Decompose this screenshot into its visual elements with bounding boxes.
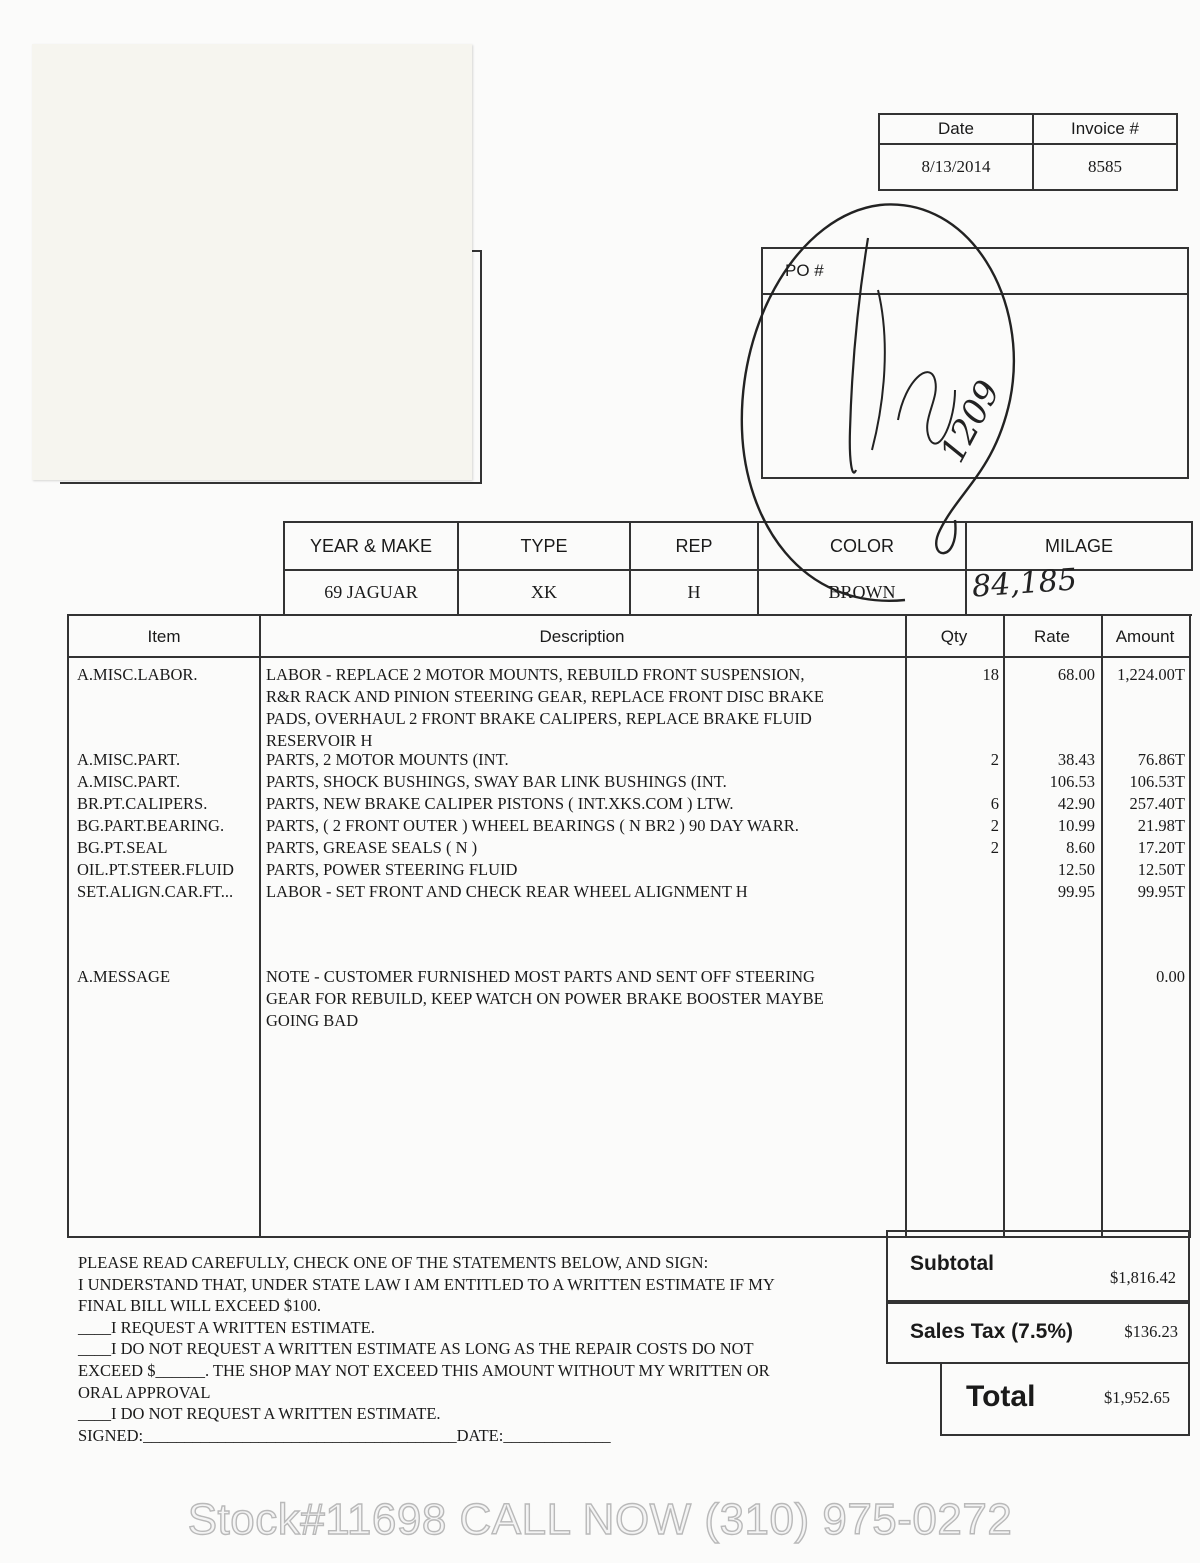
description-line: PARTS, ( 2 FRONT OUTER ) WHEEL BEARINGS ( N BR2 ) 90 DAY WARR. — [266, 816, 799, 835]
year-make-header: YEAR & MAKE — [284, 522, 458, 570]
item-amount: 106.53T — [1129, 772, 1185, 791]
item-code: SET.ALIGN.CAR.FT... — [77, 882, 234, 901]
item-rate: 106.53 — [1049, 772, 1095, 791]
disclaimer-line: ____I DO NOT REQUEST A WRITTEN ESTIMATE. — [78, 1404, 441, 1424]
item-amount: 1,224.00T — [1117, 665, 1185, 684]
invoice-date: 8/13/2014 — [879, 144, 1033, 190]
item-rate: 10.99 — [1057, 816, 1095, 835]
type-header: TYPE — [458, 522, 630, 570]
item-qty: 2 — [990, 838, 999, 857]
rate-column-header: Rate — [1034, 627, 1070, 646]
subtotal-value: $1,816.42 — [1110, 1268, 1176, 1287]
disclaimer-line: ORAL APPROVAL — [78, 1382, 211, 1402]
item-qty: 2 — [990, 750, 999, 769]
description-line: GOING BAD — [266, 1011, 359, 1030]
item-code: OIL.PT.STEER.FLUID — [77, 860, 234, 879]
total-label: Total — [966, 1380, 1036, 1413]
item-description — [266, 793, 896, 815]
sales-tax-label: Sales Tax (7.5%) — [910, 1320, 1074, 1343]
estimate-disclaimer — [78, 1252, 878, 1446]
item-code: BR.PT.CALIPERS. — [77, 794, 208, 813]
qty-column-header: Qty — [940, 627, 968, 646]
item-description — [266, 664, 896, 752]
item-code: BG.PT.SEAL — [77, 838, 168, 857]
item-rate: 8.60 — [1066, 838, 1095, 857]
item-code: A.MISC.PART. — [77, 750, 181, 769]
stock-watermark: Stock#11698 CALL NOW (310) 975-0272 — [187, 1495, 1013, 1544]
redacted-company-block — [32, 44, 472, 480]
disclaimer-line: FINAL BILL WILL EXCEED $100. — [78, 1296, 322, 1316]
item-qty: 2 — [990, 816, 999, 835]
item-description — [266, 749, 896, 771]
item-description — [266, 966, 896, 1032]
item-amount: 17.20T — [1137, 838, 1185, 857]
invoice-header-table — [878, 113, 1178, 191]
disclaimer-line: PLEASE READ CAREFULLY, CHECK ONE OF THE STATEMENTS BELOW, AND SIGN: — [78, 1253, 709, 1272]
description-line: LABOR - SET FRONT AND CHECK REAR WHEEL ALIGNMENT H — [266, 882, 748, 901]
description-line: NOTE - CUSTOMER FURNISHED MOST PARTS AND SENT OFF STEERING — [266, 967, 815, 986]
item-code: A.MISC.LABOR. — [77, 665, 198, 684]
po-label: PO # — [785, 261, 824, 280]
date-label: Date — [879, 114, 1033, 144]
color-value: BROWN — [758, 570, 966, 615]
rep-header: REP — [630, 522, 758, 570]
disclaimer-line: ____I DO NOT REQUEST A WRITTEN ESTIMATE AS LONG AS THE REPAIR COSTS DO NOT — [78, 1339, 754, 1359]
total-box — [940, 1362, 1190, 1436]
item-rate: 42.90 — [1057, 794, 1095, 813]
item-amount: 76.86T — [1137, 750, 1185, 769]
description-column-header: Description — [539, 627, 625, 646]
item-code: A.MISC.PART. — [77, 772, 181, 791]
item-amount: 0.00 — [1156, 967, 1185, 986]
item-qty: 6 — [990, 794, 999, 813]
amount-column-header: Amount — [1115, 627, 1175, 646]
subtotal-label: Subtotal — [910, 1252, 994, 1275]
item-description — [266, 815, 896, 837]
description-line: GEAR FOR REBUILD, KEEP WATCH ON POWER BRAKE BOOSTER MAYBE — [266, 989, 824, 1008]
item-column-header: Item — [147, 627, 181, 646]
sales-tax-value: $136.23 — [1124, 1322, 1178, 1341]
milage-value: 84,185 — [970, 562, 1079, 605]
item-code: A.MESSAGE — [77, 967, 171, 986]
item-description — [266, 837, 896, 859]
description-line: R&R RACK AND PINION STEERING GEAR, REPLACE FRONT DISC BRAKE — [266, 687, 824, 706]
color-header: COLOR — [758, 522, 966, 570]
item-description — [266, 859, 896, 881]
total-value: $1,952.65 — [1104, 1388, 1170, 1407]
description-line: RESERVOIR H — [266, 731, 373, 750]
item-description — [266, 771, 896, 793]
stamp-number: 1209 — [932, 374, 1009, 470]
invoice-number-label: Invoice # — [1033, 114, 1177, 144]
disclaimer-line: SIGNED:______________________________________DATE:_____________ — [78, 1425, 611, 1445]
description-line: PARTS, 2 MOTOR MOUNTS (INT. — [266, 750, 509, 769]
item-rate: 12.50 — [1057, 860, 1095, 879]
invoice-number: 8585 — [1033, 144, 1177, 190]
item-qty: 18 — [982, 665, 999, 684]
description-line: PADS, OVERHAUL 2 FRONT BRAKE CALIPERS, REPLACE BRAKE FLUID — [266, 709, 812, 728]
item-code: BG.PART.BEARING. — [77, 816, 225, 835]
description-line: PARTS, NEW BRAKE CALIPER PISTONS ( INT.XKS.COM ) LTW. — [266, 794, 734, 813]
disclaimer-line: EXCEED $______. THE SHOP MAY NOT EXCEED THIS AMOUNT WITHOUT MY WRITTEN OR — [78, 1360, 770, 1380]
rep-value: H — [630, 570, 758, 615]
item-amount: 99.95T — [1137, 882, 1185, 901]
sales-tax-box — [886, 1300, 1190, 1364]
description-line: LABOR - REPLACE 2 MOTOR MOUNTS, REBUILD FRONT SUSPENSION, — [266, 665, 805, 684]
item-amount: 21.98T — [1137, 816, 1185, 835]
item-description — [266, 881, 896, 903]
item-rate: 99.95 — [1057, 882, 1095, 901]
milage-header: MILAGE — [966, 522, 1192, 570]
description-line: PARTS, GREASE SEALS ( N ) — [266, 838, 478, 857]
description-line: PARTS, SHOCK BUSHINGS, SWAY BAR LINK BUSHINGS (INT. — [266, 772, 727, 791]
description-line: PARTS, POWER STEERING FLUID — [266, 860, 518, 879]
subtotal-box — [886, 1230, 1190, 1304]
line-items-table — [67, 614, 1191, 1238]
disclaimer-line: ____I REQUEST A WRITTEN ESTIMATE. — [78, 1317, 375, 1337]
disclaimer-line: I UNDERSTAND THAT, UNDER STATE LAW I AM ENTITLED TO A WRITTEN ESTIMATE IF MY — [78, 1274, 775, 1294]
item-rate: 68.00 — [1057, 665, 1095, 684]
item-amount: 12.50T — [1137, 860, 1185, 879]
item-rate: 38.43 — [1057, 750, 1095, 769]
year-make-value: 69 JAGUAR — [284, 570, 458, 615]
po-box — [761, 247, 1189, 479]
item-amount: 257.40T — [1129, 794, 1185, 813]
type-value: XK — [458, 570, 630, 615]
